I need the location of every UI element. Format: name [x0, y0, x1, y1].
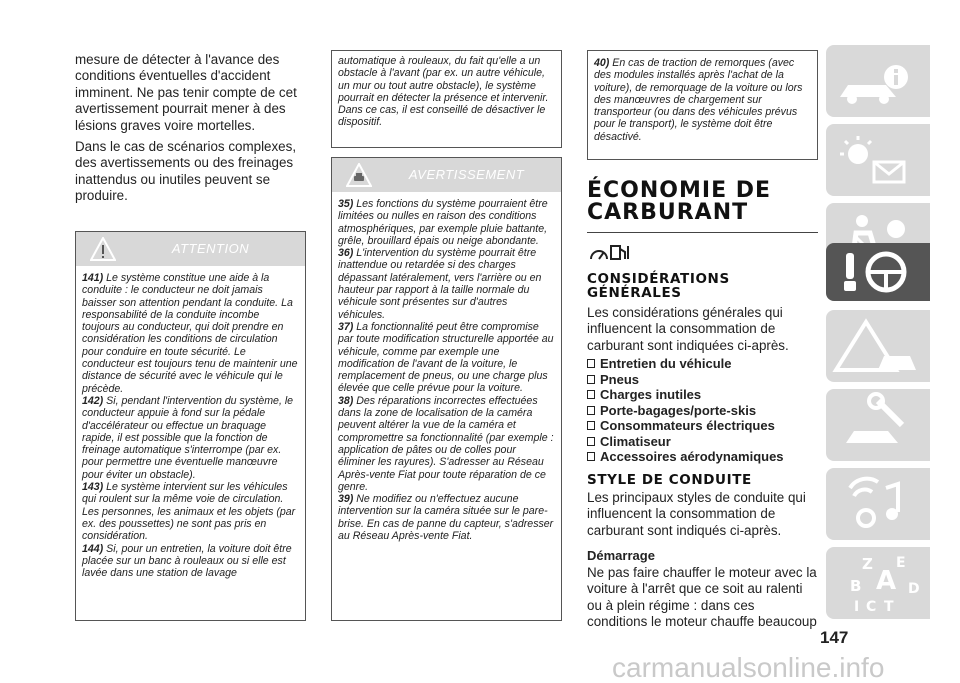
attention-body [76, 266, 305, 583]
avertissement-box [331, 157, 562, 621]
continuation-text: automatique à rouleaux, du fait qu'elle a un obstacle à l'avant (par ex. un autre véhicule, un mur ou tout autre obstacle), le système pourrait en détecter la présence et intervenir. Dans ce cas, il est conseillé de désactiver le dispositif. [338, 55, 549, 129]
note [82, 481, 299, 542]
index-letter: D [908, 581, 920, 597]
remorque-body [588, 51, 817, 147]
note [82, 272, 299, 395]
avertissement-title: AVERTISSEMENT [408, 167, 525, 182]
index-letter: A [876, 566, 897, 596]
bullet-box-icon [587, 359, 595, 368]
list-item-label: Accessoires aérodynamiques [600, 449, 784, 465]
note [82, 395, 299, 481]
alphabet-index-icon [826, 547, 930, 619]
paragraph: mesure de détecter à l'avance des conditions éventuelles d'accident imminent. Ne pas tenir compte de cet avertissement pourrait mener à des lésions graves voire mortelles. [75, 52, 297, 133]
subsection-title: STYLE DE CONDUITE [587, 471, 752, 488]
remorque-box [587, 50, 818, 160]
index-letter: I [854, 599, 860, 615]
watermark-text: carmanualsonline.info [612, 652, 885, 683]
list-item [587, 356, 818, 372]
list-item-label: Charges inutiles [600, 387, 702, 403]
dashboard-lights-icon [826, 124, 930, 196]
paragraph: Ne pas faire chauffer le moteur avec la voiture à l'arrêt que ce soit au ralenti ou à plein régime : dans ces conditions le moteur chauffe beaucoup [587, 564, 817, 630]
note [338, 493, 555, 542]
index-letter: C [866, 599, 877, 615]
warning-triangle-car-icon [826, 310, 930, 382]
note-number: 38) [338, 394, 354, 407]
sidebar-tab-info[interactable] [826, 45, 930, 117]
sidebar-tab-lights[interactable] [826, 124, 930, 196]
note-text: Si, pendant l'intervention du système, le conducteur appuie à fond sur la pédale d'accélérateur ou effectue un braquage rapide, il est possible que la fonction de freinage automatique s'interrompe (par ex. pour permettre une éventuelle manœuvre pour éviter un obstacle). [82, 394, 294, 481]
attention-header [76, 232, 305, 266]
note-number: 144) [82, 542, 104, 555]
list-item-label: Consommateurs électriques [600, 418, 775, 434]
list-item-label: Climatiseur [600, 433, 671, 449]
index-letter: T [884, 599, 894, 615]
index-letter: E [896, 555, 906, 571]
note-text: Le système intervient sur les véhicules qui roulent sur la même voie de circulation. Les personnes, les animaux et les objets (par ex. des poussettes) ne sont pas pris en considération. [82, 481, 296, 543]
note [82, 543, 299, 580]
note-text: Le système constitue une aide à la conduite : le conducteur ne doit jamais baisser son attention pendant la conduite. La responsabilité de la conduite incombe toujours au conducteur, qui doit prendre en considération les conditions de circulation pour conduire en toute sécurité. Le conducteur est toujours tenu de maintenir une distance de sécurité avec le véhicule qui le précède. [82, 272, 298, 395]
note [594, 57, 811, 143]
index-letter: Z [862, 555, 873, 573]
note-text: L'intervention du système pourrait être inattendue ou retardée si des charges dépassant latéralement, vers l'arrière ou en hauteur par rapport à la taille normale du véhicule sont présentes sur d'autres véhicules. [338, 247, 542, 321]
note-number: 142) [82, 394, 104, 407]
wrench-car-icon [826, 389, 930, 461]
note-number: 37) [338, 320, 354, 333]
sidebar-tab-maintenance[interactable] [826, 389, 930, 461]
car-info-icon [826, 45, 930, 117]
steering-wheel-key-icon [826, 243, 930, 301]
list-item [587, 372, 818, 388]
list-item-label: Pneus [600, 371, 640, 387]
continuation-box [331, 50, 562, 148]
note [338, 321, 555, 395]
list-item [587, 403, 818, 419]
note-text: En cas de traction de remorques (avec des modules installés après l'achat de la voiture), de remorquage de la voiture ou lors des manœuvres de chargement sur transporteur (ou dans des véhicules prévus pour le transport), le système doit être désactivé. [594, 57, 803, 143]
note-text: Si, pour un entretien, la voiture doit être placée sur un banc à rouleaux ou si elle est lavée dans une station de lavage [82, 542, 292, 580]
list-item [587, 387, 818, 403]
attention-box [75, 231, 306, 621]
note-text: Les fonctions du système pourraient être limitées ou nulles en raison des conditions atmosphériques, par exemple pluie battante, grêle, brouillard épais ou neige abondante. [338, 198, 548, 247]
note-number: 143) [82, 481, 104, 494]
sidebar-tab-multimedia[interactable] [826, 468, 930, 540]
note-number: 35) [338, 198, 354, 210]
attention-title: ATTENTION [171, 241, 250, 256]
paragraph: Les considérations générales qui influencent la consommation de carburant sont indiquées ci-après. [587, 305, 789, 353]
section-economie [587, 180, 818, 631]
avertissement-header [332, 158, 561, 192]
avertissement-body [332, 192, 561, 546]
list-item [587, 434, 818, 450]
list-item-label: Porte-bagages/porte-skis [600, 402, 757, 418]
list-item-label: Entretien du véhicule [600, 356, 732, 372]
sidebar-tab-index[interactable] [826, 547, 930, 619]
section-title: ÉCONOMIE DE CARBURANT [587, 178, 772, 225]
note [338, 198, 555, 247]
note [338, 395, 555, 493]
list-item [587, 418, 818, 434]
multimedia-icon [826, 468, 930, 540]
bullet-box-icon [587, 390, 595, 399]
page-number: 147 [820, 628, 849, 647]
bullet-box-icon [587, 375, 595, 384]
note-number: 141) [82, 272, 104, 284]
sidebar-tab-driving[interactable] [826, 243, 930, 301]
note-text: La fonctionnalité peut être compromise par toute modification structurelle apportée au véhicule, comme par exemple une modification de l'avant de la voiture, le remplacement de pneus, ou une charge plus élevée que celle prévue pour la voiture. [338, 320, 554, 395]
bullet-box-icon [587, 406, 595, 415]
index-letter: B [850, 577, 862, 595]
subheading: Démarrage [587, 547, 655, 563]
note-text: Ne modifiez ou n'effectuez aucune intervention sur la caméra située sur le pare-brise. En cas de panne du capteur, s'adresser au Réseau Après-vente Fiat. [338, 493, 554, 543]
section-rule [587, 232, 818, 233]
note-text: Des réparations incorrectes effectuées dans la zone de localisation de la caméra peuvent altérer la vue de la caméra et compromettre sa fonctionnalité (par exemple : application de pâtes ou de colles pour éliminer les rayures). S'adresser au Réseau Après-vente Fiat pour toute réparation de ce genre. [338, 394, 554, 493]
note [338, 247, 555, 321]
paragraph: Les principaux styles de conduite qui influencent la consommation de carburant sont indiqués ci-après. [587, 489, 806, 538]
subsection-title: CONSIDÉRATIONS GÉNÉRALES [587, 271, 730, 301]
bullet-box-icon [587, 452, 595, 461]
fuel-economy-icon [587, 243, 633, 261]
factor-list [587, 356, 818, 465]
column-1 [75, 52, 307, 210]
list-item [587, 449, 818, 465]
bullet-box-icon [587, 421, 595, 430]
paragraph: Dans le cas de scénarios complexes, des avertissements ou des freinages inattendus ou inutiles peuvent se produire. [75, 139, 297, 204]
note-number: 36) [338, 247, 354, 260]
note-number: 40) [594, 57, 610, 69]
sidebar-tab-warnings[interactable] [826, 310, 930, 382]
bullet-box-icon [587, 437, 595, 446]
note-number: 39) [338, 493, 354, 506]
